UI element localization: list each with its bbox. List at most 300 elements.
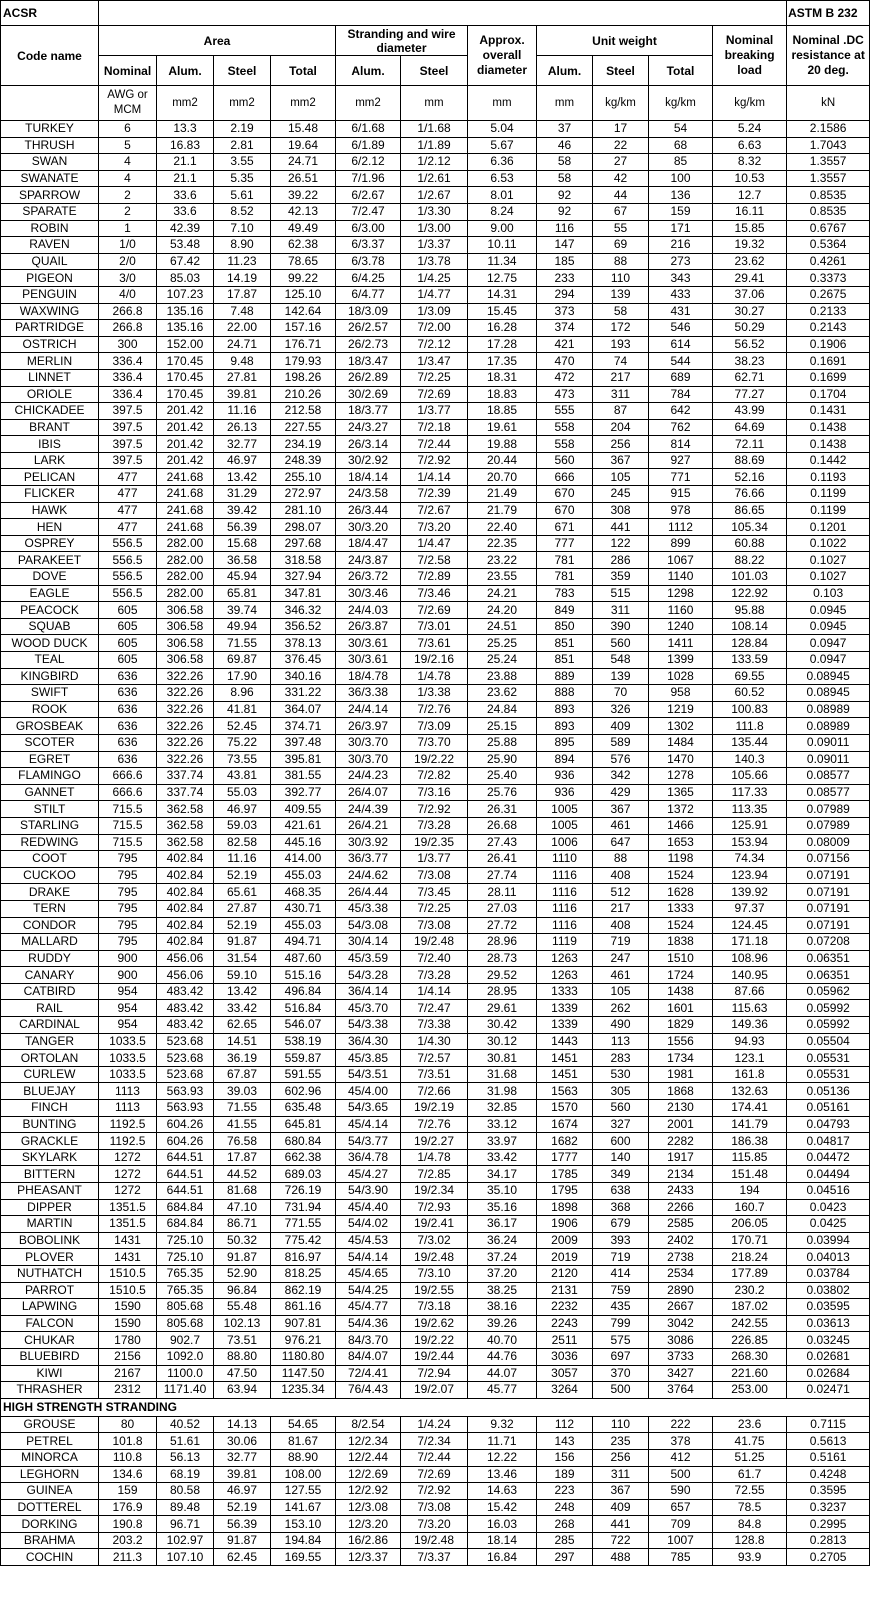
value-cell: 0.07156 bbox=[787, 851, 870, 868]
value-cell: 3036 bbox=[537, 1348, 593, 1365]
value-cell: 2282 bbox=[649, 1133, 713, 1150]
value-cell: 14.13 bbox=[214, 1416, 271, 1433]
value-cell: 176.9 bbox=[99, 1499, 157, 1516]
value-cell: 6.53 bbox=[468, 170, 537, 187]
value-cell: 50.32 bbox=[214, 1232, 271, 1249]
value-cell: 1/3.47 bbox=[401, 353, 468, 370]
value-cell: 308 bbox=[593, 502, 649, 519]
value-cell: 1/3.30 bbox=[401, 203, 468, 220]
value-cell: 515.16 bbox=[271, 967, 336, 984]
value-cell: 0.07191 bbox=[787, 867, 870, 884]
value-cell: 680.84 bbox=[271, 1133, 336, 1150]
value-cell: 86.65 bbox=[713, 502, 787, 519]
value-cell: 1/4.14 bbox=[401, 983, 468, 1000]
value-cell: 159 bbox=[99, 1483, 157, 1500]
value-cell: 0.1431 bbox=[787, 403, 870, 420]
value-cell: 25.40 bbox=[468, 768, 537, 785]
value-cell: 556.5 bbox=[99, 552, 157, 569]
value-cell: 0.04817 bbox=[787, 1133, 870, 1150]
table-row bbox=[1, 1017, 870, 1034]
value-cell: 381.55 bbox=[271, 768, 336, 785]
value-cell: 0.0945 bbox=[787, 618, 870, 635]
value-cell: 0.2143 bbox=[787, 320, 870, 337]
code-name-cell: DOTTEREL bbox=[1, 1499, 99, 1516]
value-cell: 84/4.07 bbox=[336, 1348, 401, 1365]
value-cell: 1113 bbox=[99, 1100, 157, 1117]
value-cell: 1628 bbox=[649, 884, 713, 901]
value-cell: 7/2.66 bbox=[401, 1083, 468, 1100]
code-name-cell: CANARY bbox=[1, 967, 99, 984]
value-cell: 44.76 bbox=[468, 1348, 537, 1365]
value-cell: 38.23 bbox=[713, 353, 787, 370]
value-cell: 2.19 bbox=[214, 121, 271, 138]
value-cell: 759 bbox=[593, 1282, 649, 1299]
value-cell: 636 bbox=[99, 734, 157, 751]
value-cell: 56.39 bbox=[214, 1516, 271, 1533]
value-cell: 108.14 bbox=[713, 618, 787, 635]
value-cell: 256 bbox=[593, 436, 649, 453]
value-cell: 26/2.57 bbox=[336, 320, 401, 337]
value-cell: 327 bbox=[593, 1116, 649, 1133]
value-cell: 0.04516 bbox=[787, 1183, 870, 1200]
value-cell: 556.5 bbox=[99, 535, 157, 552]
value-cell: 170.45 bbox=[157, 353, 214, 370]
table-row bbox=[1, 170, 870, 187]
value-cell: 81.68 bbox=[214, 1183, 271, 1200]
value-cell: 1/3.37 bbox=[401, 237, 468, 254]
value-cell: 0.1199 bbox=[787, 502, 870, 519]
value-cell: 590 bbox=[649, 1483, 713, 1500]
value-cell: 37 bbox=[537, 121, 593, 138]
value-cell: 241.68 bbox=[157, 502, 214, 519]
value-cell: 0.05531 bbox=[787, 1050, 870, 1067]
value-cell: 2511 bbox=[537, 1332, 593, 1349]
value-cell: 1033.5 bbox=[99, 1033, 157, 1050]
value-cell: 18/4.78 bbox=[336, 668, 401, 685]
value-cell: 11.23 bbox=[214, 253, 271, 270]
table-row bbox=[1, 403, 870, 420]
value-cell: 777 bbox=[537, 535, 593, 552]
value-cell: 893 bbox=[537, 701, 593, 718]
value-cell: 51.61 bbox=[157, 1433, 214, 1450]
table-row bbox=[1, 303, 870, 320]
value-cell: 0.03595 bbox=[787, 1299, 870, 1316]
value-cell: 1/0 bbox=[99, 237, 157, 254]
value-cell: 30/3.61 bbox=[336, 652, 401, 669]
value-cell: 60.88 bbox=[713, 535, 787, 552]
value-cell: 12.22 bbox=[468, 1449, 537, 1466]
unit-cell: mm2 bbox=[271, 86, 336, 121]
value-cell: 336.4 bbox=[99, 386, 157, 403]
value-cell: 58 bbox=[537, 154, 593, 171]
value-cell: 0.08577 bbox=[787, 784, 870, 801]
value-cell: 7/2.82 bbox=[401, 768, 468, 785]
value-cell: 1399 bbox=[649, 652, 713, 669]
value-cell: 72.55 bbox=[713, 1483, 787, 1500]
value-cell: 775.42 bbox=[271, 1232, 336, 1249]
value-cell: 7.10 bbox=[214, 220, 271, 237]
value-cell: 500 bbox=[593, 1382, 649, 1399]
table-row bbox=[1, 1449, 870, 1466]
value-cell: 19/2.48 bbox=[401, 1532, 468, 1549]
value-cell: 105 bbox=[593, 983, 649, 1000]
value-cell: 3733 bbox=[649, 1348, 713, 1365]
value-cell: 1333 bbox=[537, 983, 593, 1000]
value-cell: 1906 bbox=[537, 1216, 593, 1233]
value-cell: 0.05992 bbox=[787, 1000, 870, 1017]
value-cell: 7/2.40 bbox=[401, 950, 468, 967]
value-cell: 193 bbox=[593, 336, 649, 353]
value-cell: 483.42 bbox=[157, 983, 214, 1000]
value-cell: 331.22 bbox=[271, 685, 336, 702]
value-cell: 1510.5 bbox=[99, 1282, 157, 1299]
header-stranding: Stranding and wire diameter bbox=[336, 26, 468, 56]
value-cell: 28.11 bbox=[468, 884, 537, 901]
value-cell: 24.51 bbox=[468, 618, 537, 635]
value-cell: 105 bbox=[593, 469, 649, 486]
value-cell: 43.81 bbox=[214, 768, 271, 785]
value-cell: 92 bbox=[537, 187, 593, 204]
value-cell: 12/3.20 bbox=[336, 1516, 401, 1533]
value-cell: 140.3 bbox=[713, 751, 787, 768]
value-cell: 139 bbox=[593, 668, 649, 685]
value-cell: 61.7 bbox=[713, 1466, 787, 1483]
table-row bbox=[1, 1083, 870, 1100]
value-cell: 2243 bbox=[537, 1315, 593, 1332]
value-cell: 18/3.77 bbox=[336, 403, 401, 420]
value-cell: 477 bbox=[99, 519, 157, 536]
value-cell: 67 bbox=[593, 203, 649, 220]
value-cell: 785 bbox=[649, 1549, 713, 1566]
value-cell: 1140 bbox=[649, 569, 713, 586]
value-cell: 7/3.08 bbox=[401, 867, 468, 884]
value-cell: 16.83 bbox=[157, 137, 214, 154]
value-cell: 814 bbox=[649, 436, 713, 453]
value-cell: 300 bbox=[99, 336, 157, 353]
value-cell: 42 bbox=[593, 170, 649, 187]
value-cell: 538.19 bbox=[271, 1033, 336, 1050]
value-cell: 408 bbox=[593, 867, 649, 884]
value-cell: 22 bbox=[593, 137, 649, 154]
value-cell: 1147.50 bbox=[271, 1365, 336, 1382]
value-cell: 7/3.20 bbox=[401, 519, 468, 536]
value-cell: 6.36 bbox=[468, 154, 537, 171]
value-cell: 3057 bbox=[537, 1365, 593, 1382]
value-cell: 69 bbox=[593, 237, 649, 254]
value-cell: 2130 bbox=[649, 1100, 713, 1117]
value-cell: 441 bbox=[593, 1516, 649, 1533]
value-cell: 78.5 bbox=[713, 1499, 787, 1516]
value-cell: 233 bbox=[537, 270, 593, 287]
value-cell: 266.8 bbox=[99, 320, 157, 337]
value-cell: 55.03 bbox=[214, 784, 271, 801]
value-cell: 666.6 bbox=[99, 768, 157, 785]
value-cell: 88.90 bbox=[271, 1449, 336, 1466]
value-cell: 725.10 bbox=[157, 1232, 214, 1249]
value-cell: 783 bbox=[537, 585, 593, 602]
value-cell: 26/2.89 bbox=[336, 369, 401, 386]
value-cell: 5.61 bbox=[214, 187, 271, 204]
code-name-cell: DRAKE bbox=[1, 884, 99, 901]
value-cell: 530 bbox=[593, 1066, 649, 1083]
value-cell: 15.85 bbox=[713, 220, 787, 237]
value-cell: 54/4.36 bbox=[336, 1315, 401, 1332]
value-cell: 42.13 bbox=[271, 203, 336, 220]
table-row bbox=[1, 900, 870, 917]
value-cell: 95.88 bbox=[713, 602, 787, 619]
value-cell: 483.42 bbox=[157, 1017, 214, 1034]
value-cell: 0.04494 bbox=[787, 1166, 870, 1183]
value-cell: 6/1.68 bbox=[336, 121, 401, 138]
value-cell: 46.97 bbox=[214, 452, 271, 469]
value-cell: 19/2.62 bbox=[401, 1315, 468, 1332]
value-cell: 954 bbox=[99, 1017, 157, 1034]
table-row bbox=[1, 1199, 870, 1216]
value-cell: 0.08945 bbox=[787, 668, 870, 685]
value-cell: 455.03 bbox=[271, 917, 336, 934]
value-cell: 1785 bbox=[537, 1166, 593, 1183]
value-cell: 397.48 bbox=[271, 734, 336, 751]
value-cell: 24.71 bbox=[214, 336, 271, 353]
value-cell: 2.81 bbox=[214, 137, 271, 154]
value-cell: 889 bbox=[537, 668, 593, 685]
value-cell: 1092.0 bbox=[157, 1348, 214, 1365]
value-cell: 2433 bbox=[649, 1183, 713, 1200]
value-cell: 26.41 bbox=[468, 851, 537, 868]
value-cell: 1/2.67 bbox=[401, 187, 468, 204]
value-cell: 28.73 bbox=[468, 950, 537, 967]
table-row bbox=[1, 1382, 870, 1399]
value-cell: 0.03994 bbox=[787, 1232, 870, 1249]
value-cell: 19/2.41 bbox=[401, 1216, 468, 1233]
value-cell: 30.27 bbox=[713, 303, 787, 320]
value-cell: 0.1201 bbox=[787, 519, 870, 536]
value-cell: 15.45 bbox=[468, 303, 537, 320]
value-cell: 376.45 bbox=[271, 652, 336, 669]
value-cell: 7/2.34 bbox=[401, 1433, 468, 1450]
code-name-cell: THRUSH bbox=[1, 137, 99, 154]
value-cell: 337.74 bbox=[157, 784, 214, 801]
value-cell: 41.81 bbox=[214, 701, 271, 718]
value-cell: 477 bbox=[99, 469, 157, 486]
value-cell: 1590 bbox=[99, 1299, 157, 1316]
value-cell: 42.39 bbox=[157, 220, 214, 237]
value-cell: 2131 bbox=[537, 1282, 593, 1299]
value-cell: 54/4.02 bbox=[336, 1216, 401, 1233]
value-cell: 2167 bbox=[99, 1365, 157, 1382]
code-name-cell: MERLIN bbox=[1, 353, 99, 370]
value-cell: 20.70 bbox=[468, 469, 537, 486]
value-cell: 71.55 bbox=[214, 1100, 271, 1117]
value-cell: 134.6 bbox=[99, 1466, 157, 1483]
table-row bbox=[1, 1183, 870, 1200]
value-cell: 194 bbox=[713, 1183, 787, 1200]
value-cell: 19/2.07 bbox=[401, 1382, 468, 1399]
value-cell: 7/2.00 bbox=[401, 320, 468, 337]
value-cell: 2019 bbox=[537, 1249, 593, 1266]
value-cell: 8/2.54 bbox=[336, 1416, 401, 1433]
value-cell: 2585 bbox=[649, 1216, 713, 1233]
code-name-cell: QUAIL bbox=[1, 253, 99, 270]
title-spacer bbox=[99, 1, 787, 26]
value-cell: 816.97 bbox=[271, 1249, 336, 1266]
value-cell: 125.10 bbox=[271, 286, 336, 303]
value-cell: 902.7 bbox=[157, 1332, 214, 1349]
value-cell: 56.13 bbox=[157, 1449, 214, 1466]
value-cell: 87.66 bbox=[713, 983, 787, 1000]
table-row bbox=[1, 469, 870, 486]
code-name-cell: KINGBIRD bbox=[1, 668, 99, 685]
value-cell: 7/3.08 bbox=[401, 1499, 468, 1516]
value-cell: 771 bbox=[649, 469, 713, 486]
value-cell: 7/3.01 bbox=[401, 618, 468, 635]
value-cell: 107.10 bbox=[157, 1549, 214, 1566]
value-cell: 30/3.46 bbox=[336, 585, 401, 602]
code-name-cell: CARDINAL bbox=[1, 1017, 99, 1034]
value-cell: 441 bbox=[593, 519, 649, 536]
value-cell: 0.0947 bbox=[787, 652, 870, 669]
table-row bbox=[1, 1133, 870, 1150]
value-cell: 556.5 bbox=[99, 585, 157, 602]
value-cell: 210.26 bbox=[271, 386, 336, 403]
code-name-cell: FLAMINGO bbox=[1, 768, 99, 785]
value-cell: 39.03 bbox=[214, 1083, 271, 1100]
value-cell: 409.55 bbox=[271, 801, 336, 818]
value-cell: 223 bbox=[537, 1483, 593, 1500]
code-name-cell: NUTHATCH bbox=[1, 1265, 99, 1282]
table-row bbox=[1, 734, 870, 751]
table-row bbox=[1, 1000, 870, 1017]
value-cell: 54/3.77 bbox=[336, 1133, 401, 1150]
value-cell: 30.06 bbox=[214, 1433, 271, 1450]
value-cell: 306.58 bbox=[157, 618, 214, 635]
value-cell: 156 bbox=[537, 1449, 593, 1466]
value-cell: 0.0947 bbox=[787, 635, 870, 652]
value-cell: 7/2.94 bbox=[401, 1365, 468, 1382]
code-name-cell: BLUEBIRD bbox=[1, 1348, 99, 1365]
value-cell: 59.10 bbox=[214, 967, 271, 984]
value-cell: 36/3.77 bbox=[336, 851, 401, 868]
value-cell: 322.26 bbox=[157, 718, 214, 735]
value-cell: 0.6767 bbox=[787, 220, 870, 237]
value-cell: 722 bbox=[593, 1532, 649, 1549]
table-row bbox=[1, 1299, 870, 1316]
value-cell: 74 bbox=[593, 353, 649, 370]
value-cell: 2402 bbox=[649, 1232, 713, 1249]
value-cell: 515 bbox=[593, 585, 649, 602]
unit-cell: mm bbox=[537, 86, 593, 121]
value-cell: 30/2.69 bbox=[336, 386, 401, 403]
code-name-cell: ORTOLAN bbox=[1, 1050, 99, 1067]
value-cell: 54/3.08 bbox=[336, 917, 401, 934]
value-cell: 364.07 bbox=[271, 701, 336, 718]
value-cell: 1/4.24 bbox=[401, 1416, 468, 1433]
value-cell: 112 bbox=[537, 1416, 593, 1433]
value-cell: 8.24 bbox=[468, 203, 537, 220]
value-cell: 7/2.69 bbox=[401, 1466, 468, 1483]
value-cell: 206.05 bbox=[713, 1216, 787, 1233]
value-cell: 2120 bbox=[537, 1265, 593, 1282]
value-cell: 80 bbox=[99, 1416, 157, 1433]
value-cell: 21.79 bbox=[468, 502, 537, 519]
value-cell: 1351.5 bbox=[99, 1199, 157, 1216]
value-cell: 282.00 bbox=[157, 535, 214, 552]
value-cell: 241.68 bbox=[157, 486, 214, 503]
value-cell: 1777 bbox=[537, 1149, 593, 1166]
value-cell: 45/4.27 bbox=[336, 1166, 401, 1183]
value-cell: 0.1438 bbox=[787, 419, 870, 436]
value-cell: 784 bbox=[649, 386, 713, 403]
value-cell: 282.00 bbox=[157, 585, 214, 602]
value-cell: 19/2.48 bbox=[401, 1249, 468, 1266]
table-row bbox=[1, 270, 870, 287]
value-cell: 670 bbox=[537, 502, 593, 519]
value-cell: 30/3.61 bbox=[336, 635, 401, 652]
value-cell: 253.00 bbox=[713, 1382, 787, 1399]
value-cell: 36.24 bbox=[468, 1232, 537, 1249]
value-cell: 133.59 bbox=[713, 652, 787, 669]
value-cell: 8.32 bbox=[713, 154, 787, 171]
value-cell: 429 bbox=[593, 784, 649, 801]
value-cell: 17.35 bbox=[468, 353, 537, 370]
value-cell: 26/3.14 bbox=[336, 436, 401, 453]
value-cell: 709 bbox=[649, 1516, 713, 1533]
value-cell: 7/3.08 bbox=[401, 917, 468, 934]
value-cell: 174.41 bbox=[713, 1100, 787, 1117]
value-cell: 5.04 bbox=[468, 121, 537, 138]
value-cell: 473 bbox=[537, 386, 593, 403]
code-name-cell: GANNET bbox=[1, 784, 99, 801]
value-cell: 0.08945 bbox=[787, 685, 870, 702]
value-cell: 151.48 bbox=[713, 1166, 787, 1183]
value-cell: 1272 bbox=[99, 1166, 157, 1183]
code-name-cell: STARLING bbox=[1, 817, 99, 834]
table-row bbox=[1, 1365, 870, 1382]
value-cell: 33.6 bbox=[157, 203, 214, 220]
value-cell: 30/3.70 bbox=[336, 751, 401, 768]
value-cell: 374 bbox=[537, 320, 593, 337]
value-cell: 5 bbox=[99, 137, 157, 154]
value-cell: 7/3.28 bbox=[401, 817, 468, 834]
value-cell: 2738 bbox=[649, 1249, 713, 1266]
code-name-cell: MALLARD bbox=[1, 934, 99, 951]
value-cell: 26.68 bbox=[468, 817, 537, 834]
value-cell: 160.7 bbox=[713, 1199, 787, 1216]
value-cell: 170.45 bbox=[157, 386, 214, 403]
code-name-cell: DOVE bbox=[1, 569, 99, 586]
value-cell: 1653 bbox=[649, 834, 713, 851]
value-cell: 248 bbox=[537, 1499, 593, 1516]
value-cell: 24/3.87 bbox=[336, 552, 401, 569]
code-name-cell: PELICAN bbox=[1, 469, 99, 486]
table-row bbox=[1, 336, 870, 353]
value-cell: 72/4.41 bbox=[336, 1365, 401, 1382]
value-cell: 414.00 bbox=[271, 851, 336, 868]
value-cell: 18/4.47 bbox=[336, 535, 401, 552]
value-cell: 0.07191 bbox=[787, 917, 870, 934]
value-cell: 241.68 bbox=[157, 519, 214, 536]
value-cell: 795 bbox=[99, 851, 157, 868]
value-cell: 2156 bbox=[99, 1348, 157, 1365]
value-cell: 7/2.89 bbox=[401, 569, 468, 586]
value-cell: 0.09011 bbox=[787, 734, 870, 751]
value-cell: 306.58 bbox=[157, 652, 214, 669]
value-cell: 781 bbox=[537, 552, 593, 569]
value-cell: 1005 bbox=[537, 817, 593, 834]
value-cell: 2/0 bbox=[99, 253, 157, 270]
value-cell: 76.66 bbox=[713, 486, 787, 503]
table-row bbox=[1, 817, 870, 834]
